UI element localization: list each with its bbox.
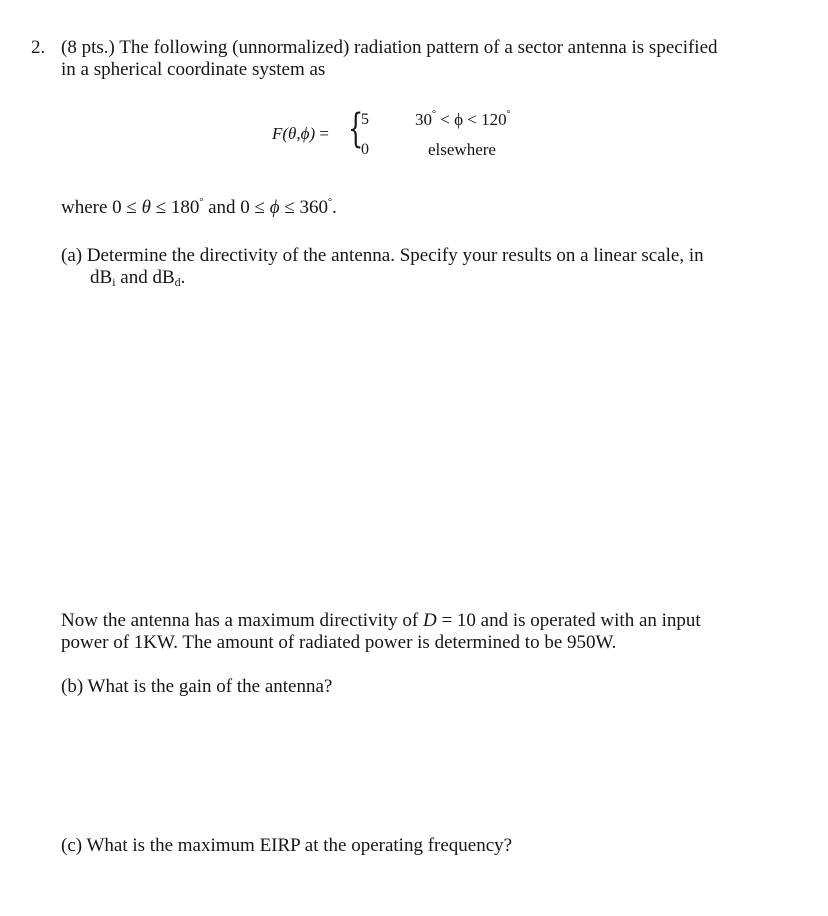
problem-number: 2. (31, 37, 46, 58)
part-a-and: and (115, 267, 153, 288)
now-paragraph-line2: power of 1KW. The amount of radiated power is determined to be 950W. (61, 632, 617, 653)
part-a-end: . (180, 267, 186, 288)
case2-condition: elsewhere (428, 140, 496, 159)
degree-mark: ° (199, 197, 204, 208)
where-suffix: . (332, 197, 337, 218)
case1-condition (415, 110, 511, 130)
dbd-unit: dB (152, 267, 175, 288)
now-line1-post: = 10 and is operated with an input (436, 610, 701, 631)
phi-symbol: ϕ (269, 197, 280, 218)
piecewise-brace-icon: { (348, 106, 364, 152)
degree-mark: ° (506, 109, 511, 120)
where-and: and 0 ≤ (203, 197, 270, 218)
part-a-question-line1: (a) Determine the directivity of the antenna. Specify your results on a linear scale, in (61, 245, 704, 266)
now-line1-pre: Now the antenna has a maximum directivity of (61, 610, 423, 631)
dbi-unit: dB (90, 267, 113, 288)
where-theta-max: ≤ 180 (150, 197, 200, 218)
case1-cond-range: < ϕ < 120 (440, 110, 507, 129)
dbi-subscript: i (112, 275, 116, 289)
part-c-question: (c) What is the maximum EIRP at the operating frequency? (61, 835, 513, 856)
part-b-question: (b) What is the gain of the antenna? (61, 676, 333, 697)
problem-intro-line2: in a spherical coordinate system as (61, 59, 326, 80)
case1-cond-lower: 30 (415, 110, 432, 129)
theta-symbol: θ (141, 197, 151, 218)
problem-intro-line1: (8 pts.) The following (unnormalized) radiation pattern of a sector antenna is specified (61, 37, 718, 58)
equation-function-args: (θ,ϕ) (282, 124, 316, 143)
dbd-subscript: d (174, 275, 181, 289)
degree-mark: ° (328, 197, 333, 208)
where-prefix: where 0 ≤ (61, 197, 142, 218)
where-clause (61, 197, 337, 219)
now-paragraph-line1 (61, 610, 701, 632)
equation-lhs (272, 123, 329, 145)
where-phi-max: ≤ 360 (279, 197, 329, 218)
equation-equals: = (319, 124, 329, 143)
degree-mark: ° (432, 109, 436, 120)
equation-function-name: F (272, 124, 283, 143)
case1-value: 5 (361, 111, 369, 128)
directivity-symbol: D (422, 610, 437, 631)
case2-value: 0 (361, 141, 369, 158)
part-a-question-line2 (90, 267, 185, 289)
